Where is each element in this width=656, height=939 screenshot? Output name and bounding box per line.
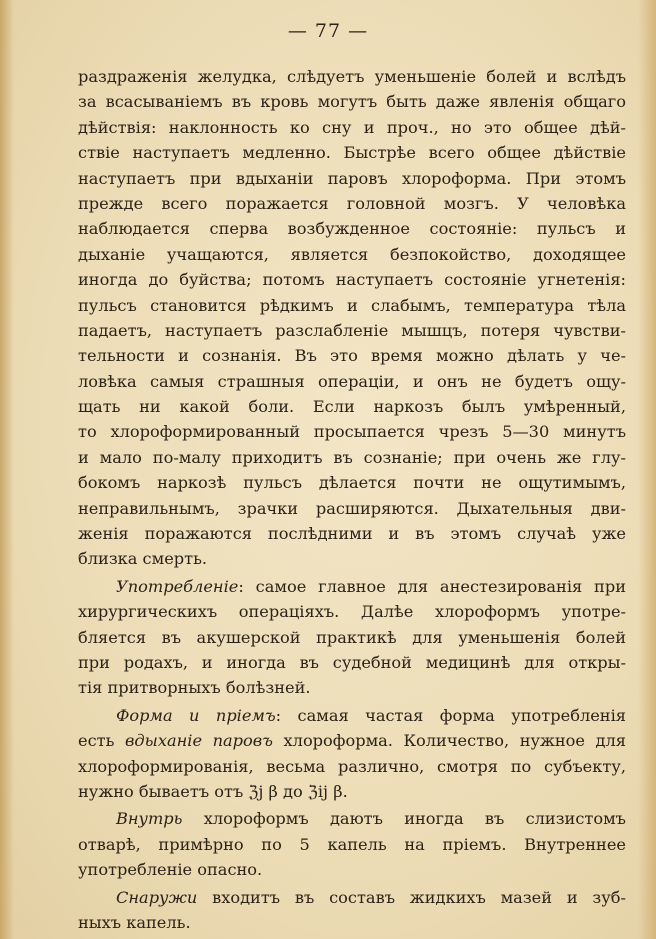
text-line: иногда до буйства; потомъ наступаетъ состояніе угнетенія: [78,270,626,290]
text-span: : самое главное для анестезированія при [238,576,626,596]
text-line: дыханіе учащаются, является безпокойство, доходящее [78,244,626,264]
text-line: отварѣ, примѣрно по 5 капель на пріемъ. Внутреннее [78,834,626,854]
text-span: есть [78,731,125,751]
page-edge-shadow-left [0,0,14,939]
text-line: за всасываніемъ въ кровь могутъ быть даже явленія общаго [78,92,626,112]
text-line [78,728,626,753]
text-line: наступаетъ при вдыханіи паровъ хлороформа. При этомъ [78,168,626,188]
page-edge-shadow-right [638,0,656,939]
text-span: : самая частая форма употребленія [275,705,626,725]
text-line [78,806,626,831]
text-line: бокомъ наркозѣ пульсъ дѣлается почти не ощутимымъ, [78,473,626,493]
text-line: падаетъ, наступаетъ разслабленіе мышцъ, потеря чувстви- [78,320,626,340]
section-heading-internal: Внутрь [116,809,183,829]
emphasis-inhalation: вдыханіе паровъ [124,731,273,751]
section-heading-form-and-dose: Форма и пріемъ [116,705,276,725]
text-line: употребленіе опасно. [78,860,263,880]
text-line: хирургическихъ операціяхъ. Далѣе хлороформъ употре- [78,602,626,622]
text-line: неправильнымъ, зрачки расширяются. Дыхательныя дви- [78,498,626,518]
text-span: хлороформа. Количество, нужное для [272,731,626,751]
text-line [78,703,626,728]
text-line: бляется въ акушерской практикѣ для уменьшенія болей [78,627,626,647]
text-line: и мало по-малу приходитъ въ сознаніе; при очень же глу- [78,447,626,467]
body-text [78,64,626,935]
text-span: входитъ въ составъ жидкихъ мазей и зуб- [197,887,626,907]
section-heading-usage: Употребленіе [116,576,239,596]
text-line: дѣйствія: наклонность ко сну и проч., но это общее дѣй- [78,117,626,137]
text-line: ловѣка самыя страшныя операціи, и онъ не будетъ ощу- [78,371,626,391]
text-line: пульсъ становится рѣдкимъ и слабымъ, температура тѣла [78,295,626,315]
page-number: — 77 — [287,20,369,42]
text-line [78,574,626,599]
text-span: хлороформъ даютъ иногда въ слизистомъ [182,809,626,829]
text-line: тельности и сознанія. Въ это время можно дѣлать у че- [78,346,626,366]
text-line: то хлороформированный просыпается чрезъ 5—30 минутъ [78,422,626,442]
text-line: женія поражаются послѣдними и въ этомъ случаѣ уже [78,524,626,544]
text-line: прежде всего поражается головной мозгъ. У человѣка [78,193,626,213]
text-line: при родахъ, и иногда въ судебной медицинѣ для откры- [78,652,626,672]
text-line: хлороформированія, весьма различно, смотря по субъекту, [78,756,626,776]
text-line: нужно бываетъ отъ ℨj β до ℨij β. [78,781,348,801]
text-line: ныхъ капель. [78,912,191,932]
text-line: раздраженія желудка, слѣдуетъ уменьшеніе болей и вслѣдъ [78,67,626,86]
text-line: близка смерть. [78,549,208,569]
text-line: наблюдается сперва возбужденное состояніе: пульсъ и [78,219,626,239]
text-line: тія притворныхъ болѣзней. [78,678,311,698]
text-line: ствіе наступаетъ медленно. Быстрѣе всего общее дѣйствіе [78,143,626,163]
text-line: щать ни какой боли. Если наркозъ былъ умѣренный, [78,397,626,417]
section-heading-external: Снаружи [116,887,198,907]
text-line [78,885,626,910]
